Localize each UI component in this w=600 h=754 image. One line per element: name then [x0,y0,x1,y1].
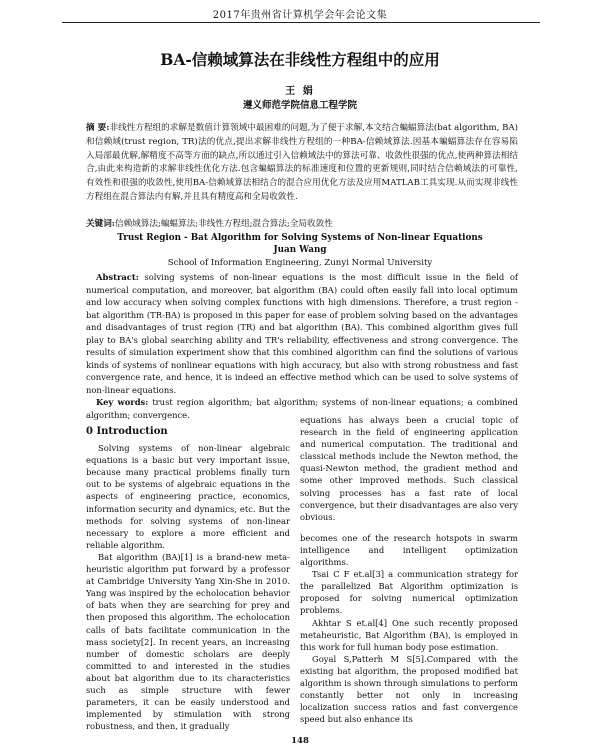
abstract-cn-text: 非线性方程组的求解是数值计算领域中最困难的问题,为了便于求解,本文结合蝙蝠算法(bat algorithm, BA)和信赖域(trust region, TR)法的优点,提出求解非线性方程组的一种BA-信赖域算法.因基本蝙蝠算法存在容易陷入局部最优解,解精度不高等方面的缺点,所以通过引入信赖域法中的算法可靠、收敛性很强的优点,使两种算法相结合,由此来构造新的求解非线性优化方法.包含蝙蝠算法的标准速度和位置的更新规则,同时结合信赖域法的可靠性,有效性和很强的收敛性,使用BA-信赖域算法相结合的混合应用优化方法及应用MATLAB工具实现.从而实现非线性方程组在混合算法内有解,并且具有精度高和全局收敛性. [86,123,518,202]
keywords-en-label: Key words: [96,397,149,407]
body-paragraph: Akhtar S et.al[4] One such recently proposed metaheuristic, Bat Algorithm (BA), is employed in this work for full human body pose estimation. [300,617,518,652]
author-name: 王 娟 [285,86,315,97]
abstract-cn [86,122,518,205]
paper-title: BA-信赖域算法在非线性方程组中的应用 [160,50,440,69]
abstract-en-label: Abstract: [96,272,139,282]
abstract-cn-label: 摘 要: [86,123,110,133]
body-paragraph: equations has always been a crucial topic of research in the field of engineering application and numerical computation. The traditional and classical methods include the Newton method, the quasi-Newton method, the gradient method and some other improved methods. Such classical solving processes has a fast rate of local convergence, but their disadvantages are also very obvious. [300,415,518,522]
running-header: 2017年贵州省计算机学会年会论文集 [212,10,388,21]
body-right-column [300,414,518,725]
keywords-en-text: trust region algorithm; bat algorithm; systems of non-linear equations; a combined algorithm; convergence. [86,397,518,420]
body-paragraph: Goyal S,Patterh M S[5].Compared with the existing bat algorithm, the proposed modified bat algorithm is shown through simulations to perform constantly better not only in increasing localization success ratios and fast convergence speed but also enhance its [300,653,518,725]
keywords-cn [86,218,518,231]
abstract-en [86,271,518,396]
page-number: 148 [291,736,309,746]
keywords-cn-text: 信赖域算法;蝙蝠算法;非线性方程组;混合算法;全局收敛性 [114,219,333,229]
body-left-column [86,426,290,732]
body-paragraph: Tsai C F et.al[3] a communication strategy for the parallelized Bat Algorithm optimization is proposed for solving numerical optimization problems. [300,569,518,616]
body-paragraph: Solving systems of non-linear algebraic equations is a basic but very important issue, because many practical problems finally turn out to be systems of algebraic equations in the aspects of engineering practice, economics, information security and dynamics, etc. But the methods for solving systems of non-linear necessary to explore a more efficient and reliable algorithm. [86,443,290,550]
abstract-en-text: solving systems of non-linear equations is the most difficult issue in the field of numerical computation, and moreover, bat algorithm (BA) could often easily fall into local optimum and low accuracy when solving complex functions with high dimensions. Therefore, a trust region - bat algorithm (TR-BA) is proposed in this paper for ease of problem solving based on the advantages and disadvantages of trust region (TR) and bat algorithm (BA). This combined algorithm gives full play to BA's global searching ability and TR's reliability, effectiveness and strong convergence. The results of simulation experiment show that this combined algorithm can find the solutions of various kinds of systems of nonlinear equations with high accuracy, but also with strong robustness and fast convergence rate, and hence, it is indeed an effective method which can be used to solve systems of non-linear equations. [86,272,518,395]
body-paragraph: becomes one of the research hotspots in swarm intelligence and intelligent optimization algorithms. [300,532,518,568]
english-title: Trust Region - Bat Algorithm for Solving Systems of Non-linear Equations [117,233,483,243]
header-rule [62,22,540,23]
keywords-cn-label: 关键词: [86,219,115,229]
body-paragraph: Bat algorithm (BA)[1] is a brand-new meta-heuristic algorithm put forward by a professor at Cambridge University Yang Xin-She in 2010. Yang was inspired by the echolocation behavior of bats when they are searching for prey and then proposed this algorithm. The echolocation calls of bats facilitate communication in the mass society[2]. In recent years, an increasing number of domestic scholars are deeply committed to and interested in the studies about bat algorithm due to its characteristics such as simple structure with fewer parameters, it can be easily understood and implemented by stimulation with strong robustness, and then, it gradually [86,551,290,732]
affiliation: 遵义师范学院信息工程学院 [242,100,357,111]
section-heading: 0 Introduction [86,426,168,437]
english-affiliation: School of Information Engineering, Zunyi Normal University [167,258,433,268]
english-author: Juan Wang [273,245,327,255]
